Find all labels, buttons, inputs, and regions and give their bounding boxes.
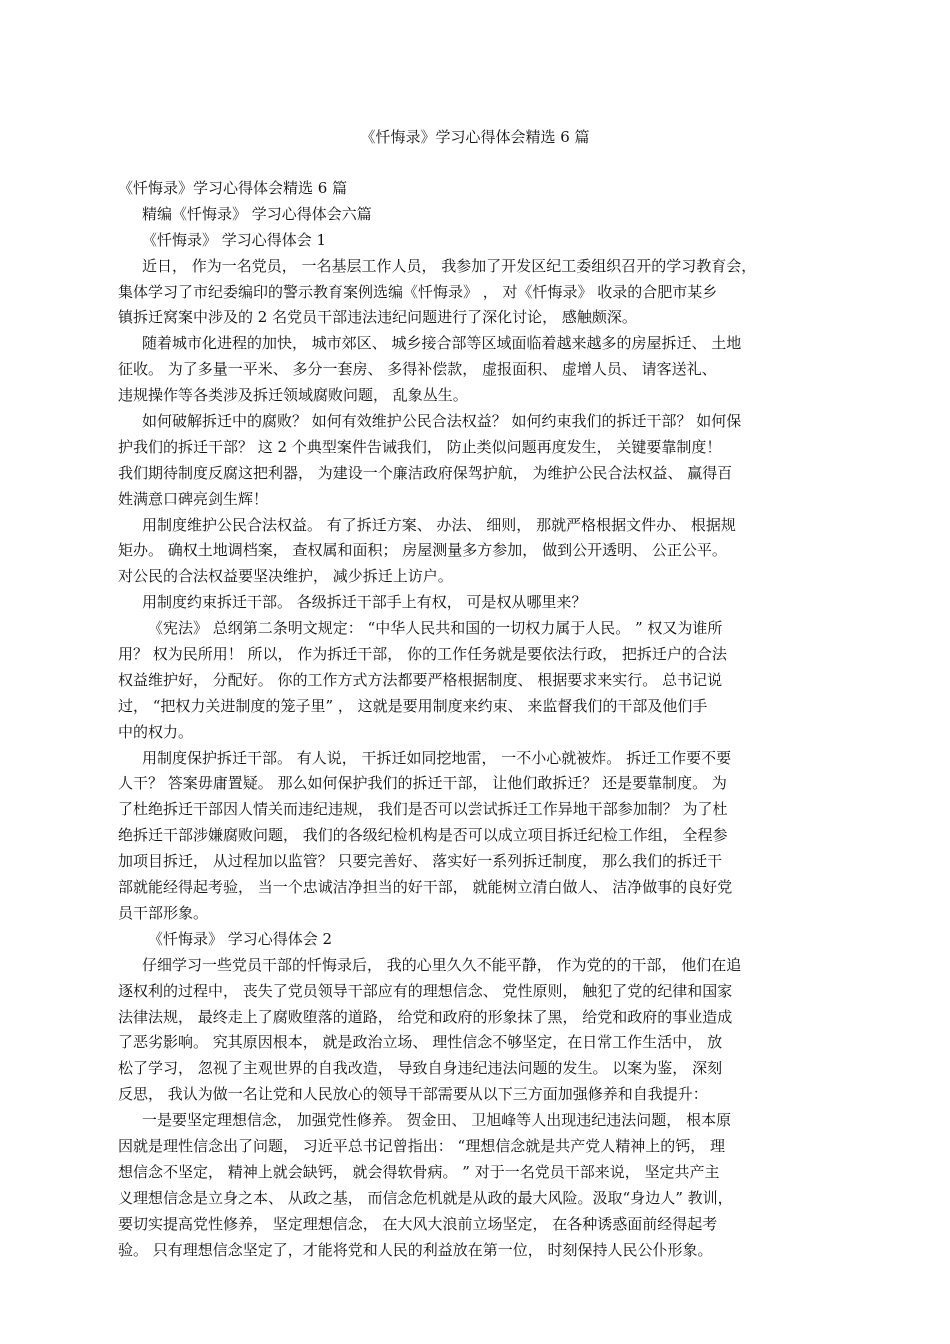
text-line: 护我们的拆迁干部？ 这 2 个典型案件告诫我们， 防止类似问题再度发生， 关键要靠制度！ [118, 437, 722, 456]
text-line: 《忏悔录》 学习心得体会 2 [148, 929, 333, 948]
text-line: 了恶劣影响。 究其原因根本， 就是政治立场、 理性信念不够坚定，在日常工作生活中， 放 [118, 1033, 723, 1052]
text-line: 用制度维护公民合法权益。 有了拆迁方案、 办法、 细则， 那就严格根据文件办、 根据规 [142, 515, 736, 534]
text-line: 集体学习了市纪委编印的警示教育案例选编《忏悔录》 ， 对《忏悔录》 收录的合肥市某乡 [118, 282, 718, 301]
text-line: 反思， 我认为做一名让党和人民放心的领导干部需要从以下三方面加强修养和自我提升： [118, 1085, 708, 1104]
text-line: 精编《忏悔录》 学习心得体会六篇 [142, 204, 372, 223]
text-line: 《忏悔录》学习心得体会精选 6 篇 [118, 179, 348, 197]
text-line: 用？ 权为民所用！ 所以， 作为拆迁干部， 你的工作任务就是要依法行政， 把拆迁户的合法 [118, 645, 727, 664]
text-line: 绝拆迁干部涉嫌腐败问题， 我们的各级纪检机构是否可以成立项目拆迁纪检工作组， 全程参 [118, 826, 728, 845]
document-title: 《忏悔录》学习心得体会精选 6 篇 [360, 128, 590, 146]
text-line: 权益维护好， 分配好。 你的工作方式方法都要严格根据制度、 根据要求来实行。 总书记说 [118, 670, 723, 689]
text-line: 员干部形象。 [118, 903, 209, 922]
text-line: 因就是理性信念出了问题， 习近平总书记曾指出： “理想信念就是共产党人精神上的钙， 理 [118, 1136, 725, 1155]
text-line: 加项目拆迁， 从过程加以监管？ 只要完善好、 落实好一系列拆迁制度， 那么我们的拆迁干 [118, 852, 723, 871]
text-line: 了杜绝拆迁干部因人情关而违纪违规， 我们是否可以尝试拆迁工作异地干部参加制？ 为了杜 [118, 800, 728, 819]
text-line: 人干？ 答案毋庸置疑。 那么如何保护我们的拆迁干部， 让他们敢拆迁？ 还是要靠制度。 为 [118, 774, 727, 793]
text-line: 验。 只有理想信念坚定了，才能将党和人民的利益放在第一位， 时刻保持人民公仆形象。 [118, 1240, 713, 1259]
text-line: 《忏悔录》 学习心得体会 1 [142, 230, 327, 249]
text-line: 松了学习， 忽视了主观世界的自我改造， 导致自身违纪违法问题的发生。 以案为鉴， 深刻 [118, 1059, 723, 1078]
text-line: 矩办。 确权土地调档案， 查权属和面积； 房屋测量多方参加， 做到公开透明、 公正公平。 [118, 541, 727, 560]
text-line: 一是要坚定理想信念， 加强党性修养。 贺金田、 卫旭峰等人出现违纪违法问题， 根本原 [142, 1111, 732, 1130]
text-line: 对公民的合法权益要坚决维护， 减少拆迁上访户。 [118, 567, 453, 586]
text-line: 近日， 作为一名党员， 一名基层工作人员， 我参加了开发区纪工委组织召开的学习教育会， [142, 256, 757, 275]
text-line: 征收。 为了多量一平米、 多分一套房、 多得补偿款， 虚报面积、 虚增人员、 请客送礼、 [118, 360, 717, 379]
text-line: 《宪法》 总纲第二条明文规定： “中华人民共和国的一切权力属于人民。 ” 权又为谁所 [148, 619, 723, 638]
text-line: 过， “把权力关进制度的笼子里” ， 这就是要用制度来约束、 来监督我们的干部及他们手 [118, 696, 708, 715]
text-line: 姓满意口碑亮剑生辉！ [118, 489, 269, 508]
text-line: 仔细学习一些党员干部的忏悔录后， 我的心里久久不能平静， 作为党的的干部， 他们在追 [142, 955, 742, 974]
text-line: 镇拆迁窝案中涉及的 2 名党员干部违法违纪问题进行了深化讨论， 感触颇深。 [118, 308, 637, 327]
document-body [118, 176, 818, 1263]
text-line: 逐权利的过程中， 丧失了党员领导干部应有的理想信念、 党性原则， 触犯了党的纪律和国家 [118, 981, 733, 1000]
text-line: 义理想信念是立身之本、 从政之基， 而信念危机就是从政的最大风险。汲取“身边人” 教训， [118, 1188, 733, 1207]
text-line: 想信念不坚定， 精神上就会缺钙， 就会得软骨病。 ” 对于一名党员干部来说， 坚定共产主 [118, 1162, 720, 1181]
text-line: 如何破解拆迁中的腐败？ 如何有效维护公民合法权益？ 如何约束我们的拆迁干部？ 如何保 [142, 412, 742, 431]
text-line: 要切实提高党性修养， 坚定理想信念， 在大风大浪前立场坚定， 在各种诱惑面前经得起考 [118, 1214, 718, 1233]
text-line: 随着城市化进程的加快， 城市郊区、 城乡接合部等区域面临着越来越多的房屋拆迁、 土地 [142, 334, 742, 353]
text-line: 法律法规， 最终走上了腐败堕落的道路， 给党和政府的形象抹了黑， 给党和政府的事业造成 [118, 1007, 733, 1026]
text-line: 用制度约束拆迁干部。 各级拆迁干部手上有权， 可是权从哪里来？ [142, 593, 587, 612]
text-line: 违规操作等各类涉及拆迁领域腐败问题， 乱象丛生。 [118, 386, 468, 405]
text-line: 中的权力。 [118, 722, 194, 741]
text-line: 部就能经得起考验， 当一个忠诚洁净担当的好干部， 就能树立清白做人、 洁净做事的良好党 [118, 878, 733, 897]
text-line: 用制度保护拆迁干部。 有人说， 干拆迁如同挖地雷， 一不小心就被炸。 拆迁工作要不要 [142, 748, 732, 767]
text-line: 我们期待制度反腐这把利器， 为建设一个廉洁政府保驾护航， 为维护公民合法权益、 赢得百 [118, 463, 733, 482]
